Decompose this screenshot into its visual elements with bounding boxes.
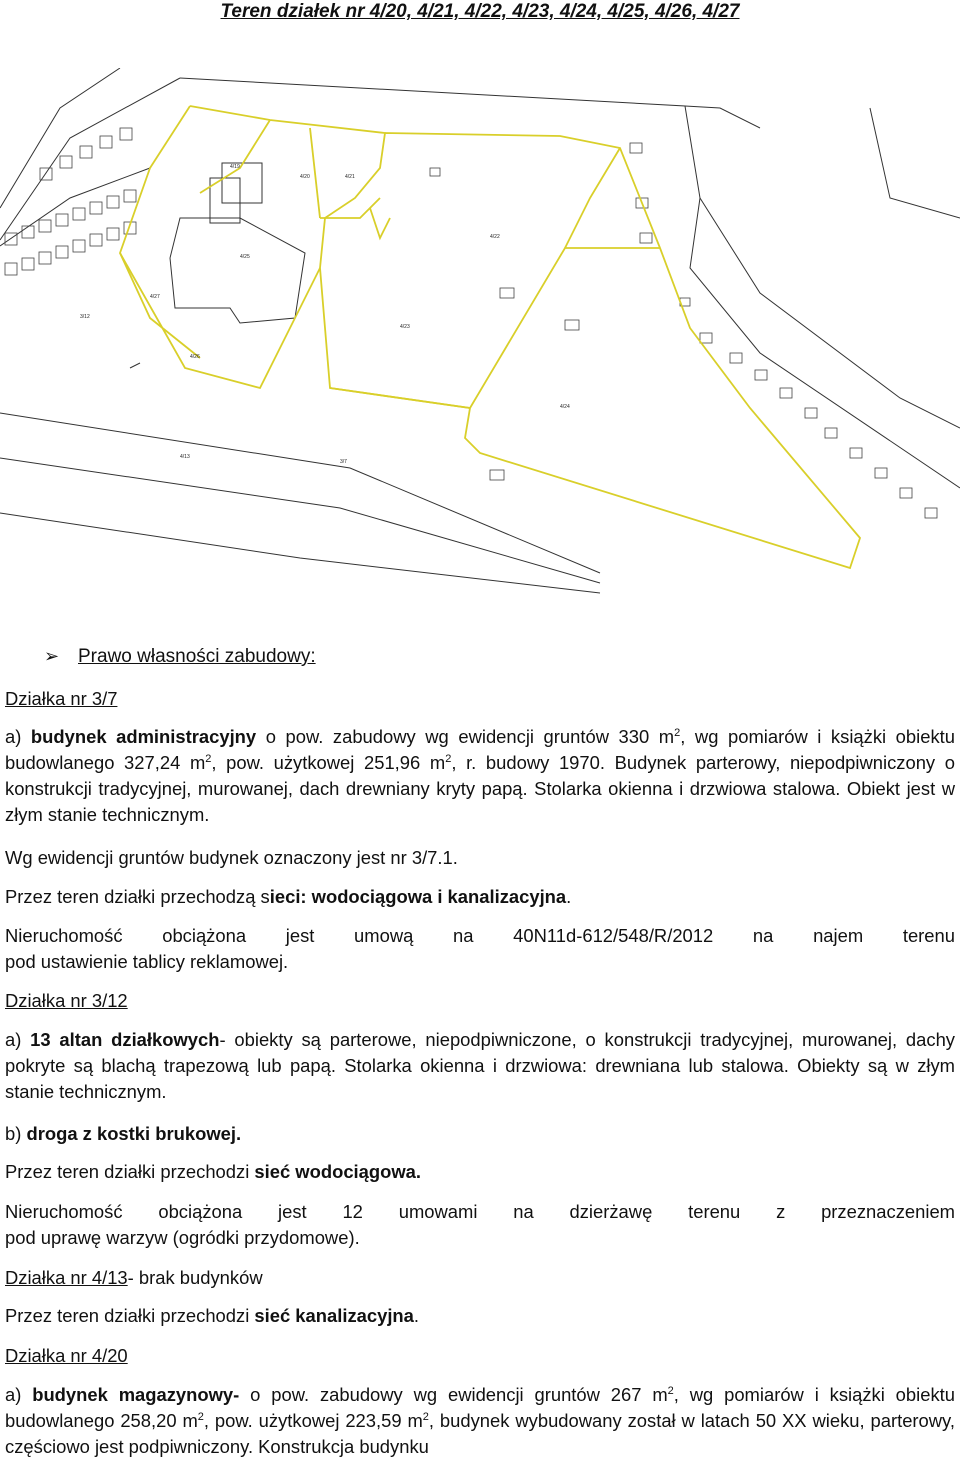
- networks-bold: ieci: wodociągowa i kanalizacyjna: [269, 886, 567, 907]
- parcel-3-7-registry-note: Wg ewidencji gruntów budynek oznaczony jest nr 3/7.1.: [5, 847, 458, 868]
- parcel-3-7-building-description: [5, 724, 955, 828]
- parcel-3-7-burden-line1: Nieruchomość obciążona jest umową na 40N11d-612/548/R/2012 na najem terenu: [5, 925, 955, 946]
- superscript: 2: [205, 753, 212, 765]
- networks-end: .: [413, 1305, 420, 1326]
- parcel-3-7-burden-line2: pod ustawienie tablicy reklamowej.: [5, 951, 289, 972]
- parcel-label: 4/20: [300, 174, 310, 180]
- description-text: , budynek wybudowany został w latach 50 XX wieku, parterowy, częściowo jest podpiwniczony. Konstrukcja budynku: [5, 1410, 955, 1457]
- building-type: budynek administracyjny: [30, 726, 257, 747]
- superscript: 2: [445, 753, 452, 765]
- networks-bold: sieć wodociągowa.: [254, 1161, 421, 1182]
- networks-text: Przez teren działki przechodzi: [5, 1305, 255, 1326]
- document-title: Teren działek nr 4/20, 4/21, 4/22, 4/23, 4/24, 4/25, 4/26, 4/27: [220, 1, 740, 22]
- road-bold: droga z kostki brukowej.: [26, 1123, 242, 1144]
- description-text: , r. budowy 1970. Budynek parterowy, niepodpiwniczony o konstrukcji tradycyjnej, murowanej, dach drewniany kryty papą. Stolarka okienna i drzwiowa stalowa. Obiekt jest w złym stanie technicznym.: [5, 752, 955, 825]
- parcel-label: 4/23: [400, 324, 410, 330]
- description-text: , pow. użytkowej 251,96 m: [211, 752, 446, 773]
- parcel-label: 3/12: [80, 314, 90, 320]
- building-type: budynek magazynowy-: [32, 1384, 240, 1405]
- parcel-3-7-networks: [5, 884, 955, 910]
- item-prefix: a): [5, 1384, 33, 1405]
- superscript: 2: [667, 1385, 674, 1397]
- networks-end: .: [566, 886, 572, 907]
- parcel-3-12-road: [5, 1121, 955, 1147]
- networks-text: Przez teren działki przechodzą s: [5, 886, 270, 907]
- description-text: o pow. zabudowy wg ewidencji gruntów 330 m: [256, 726, 675, 747]
- section-heading-text: Prawo własności zabudowy:: [78, 646, 316, 667]
- parcel-3-12-burden-line1: Nieruchomość obciążona jest 12 umowami na dzierżawę terenu z przeznaczeniem: [5, 1201, 955, 1222]
- parcel-label: 4/22: [490, 234, 500, 240]
- parcel-4-20-building-description: [5, 1382, 955, 1460]
- parcel-label: 4/24: [560, 404, 570, 410]
- parcel-label: 3/7: [340, 459, 347, 465]
- parcel-4-13-heading: [5, 1265, 955, 1291]
- parcel-label: 4/25: [240, 254, 250, 260]
- garden-plots-left: [5, 128, 136, 275]
- parcel-3-12-networks: [5, 1159, 955, 1185]
- parcel-boundaries: [120, 106, 860, 568]
- map-linework: [0, 68, 960, 593]
- superscript: 2: [422, 1411, 429, 1423]
- item-prefix: b): [5, 1123, 27, 1144]
- superscript: 2: [674, 727, 681, 739]
- parcel-4-13-networks: [5, 1303, 955, 1329]
- parcel-heading-4-13: Działka nr 4/13: [5, 1267, 128, 1288]
- cadastral-map: [0, 68, 960, 598]
- section-heading: [44, 644, 316, 669]
- item-prefix: a): [5, 1029, 31, 1050]
- item-prefix: a): [5, 726, 31, 747]
- description-text: , pow. użytkowej 223,59 m: [203, 1410, 423, 1431]
- parcel-label: 4/26: [190, 354, 200, 360]
- parcel-3-12-burden-line2: pod uprawę warzyw (ogródki przydomowe).: [5, 1227, 360, 1248]
- parcel-label: 4/19: [230, 164, 240, 170]
- parcel-label-group: [80, 164, 570, 465]
- parcel-label: 4/13: [180, 454, 190, 460]
- parcel-4-13-suffix: - brak budynków: [127, 1267, 263, 1288]
- description-text: , wg pomiarów i książki obiektu budowlanego 327,24 m: [5, 726, 955, 773]
- parcel-label: 4/27: [150, 294, 160, 300]
- cadastral-map-drawing: [0, 68, 960, 598]
- parcel-3-12-arbors-description: [5, 1027, 955, 1105]
- arbors-bold: 13 altan działkowych: [30, 1029, 220, 1050]
- description-text: o pow. zabudowy wg ewidencji gruntów 267 m: [239, 1384, 668, 1405]
- description-text: , wg pomiarów i książki obiektu budowlanego 258,20 m: [5, 1384, 955, 1431]
- parcel-heading-3-12: Działka nr 3/12: [5, 990, 128, 1011]
- parcel-heading-3-7: Działka nr 3/7: [5, 688, 118, 709]
- arrow-bullet-icon: ➢: [44, 646, 60, 666]
- description-text: - obiekty są parterowe, niepodpiwniczone, o konstrukcji tradycyjnej, murowanej, dachy pokryte są blachą trapezową lub papą. Stolarka okienna i drzwiowa: drewniana lub stalowa. Obiekty są w złym stanie technicznym.: [5, 1029, 955, 1102]
- networks-bold: sieć kanalizacyjna: [254, 1305, 414, 1326]
- networks-text: Przez teren działki przechodzi: [5, 1161, 255, 1182]
- parcel-label: 4/21: [345, 174, 355, 180]
- parcel-heading-4-20: Działka nr 4/20: [5, 1345, 128, 1366]
- superscript: 2: [197, 1411, 204, 1423]
